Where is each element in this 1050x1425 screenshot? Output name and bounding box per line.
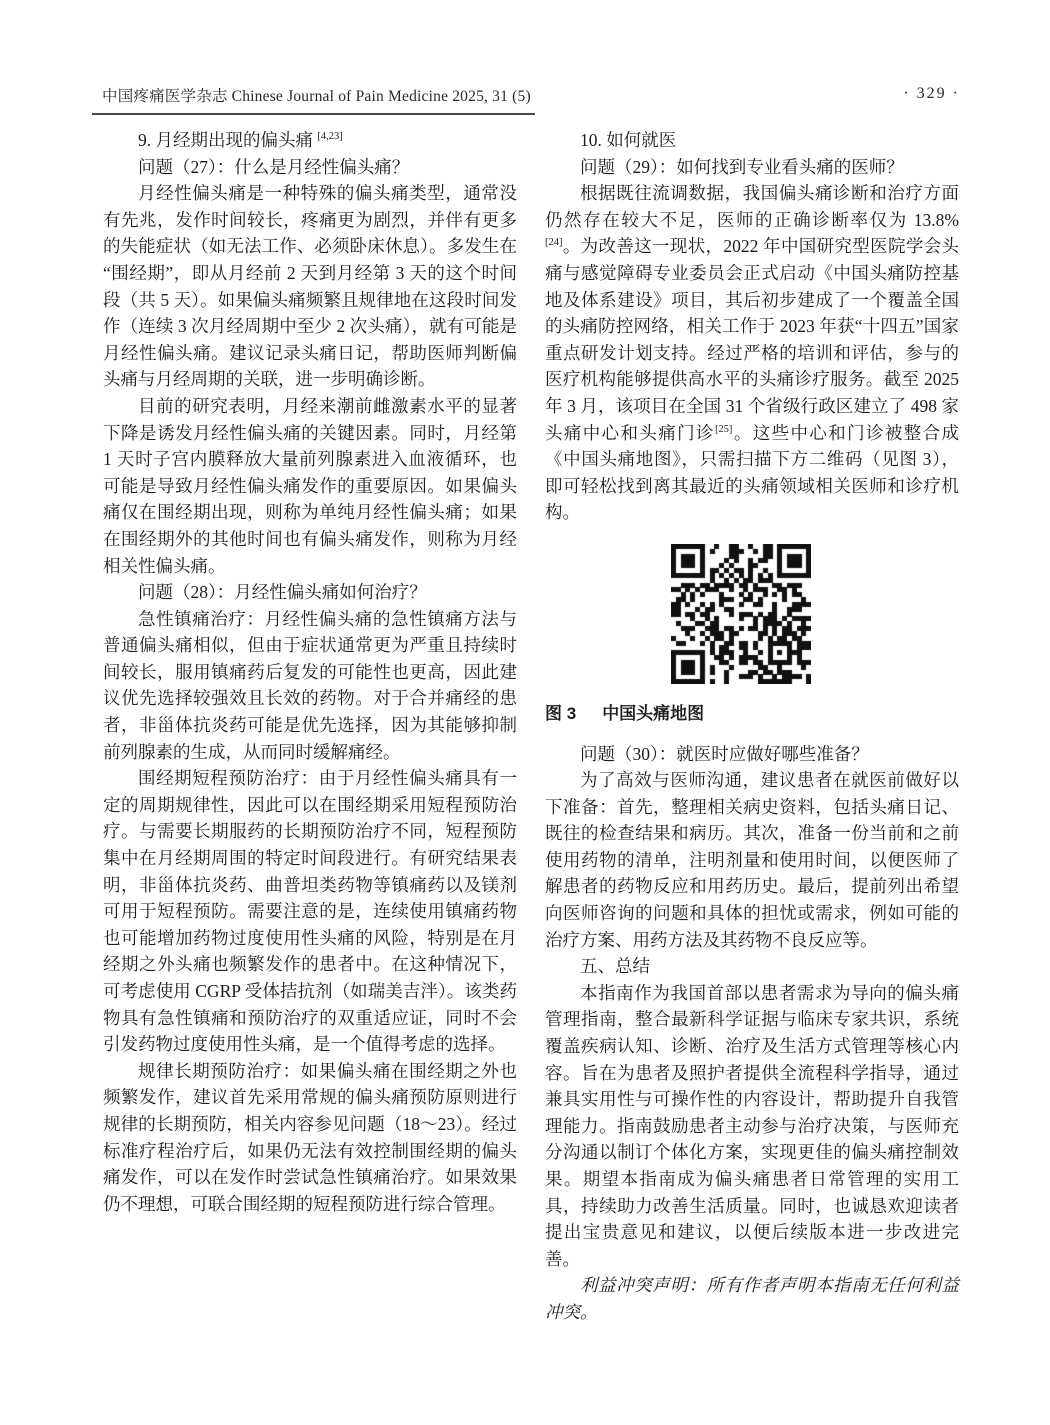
qr-code (671, 544, 811, 684)
summary-paragraph: 本指南作为我国首部以患者需求为导向的偏头痛管理指南，整合最新科学证据与临床专家共识，系统覆盖疾病认知、诊断、治疗及生活方式管理等核心内容。旨在为患者及照护者提供全流程科学指导，通过兼具实用性与可操作性的内容设计，帮助提升自我管理能力。指南鼓励患者主动参与治疗决策，与医师充分沟通以制订个体化方案，实现更佳的偏头痛控制效果。期望本指南成为偏头痛患者日常管理的实用工具，持续助力改善生活质量。同时，也诚恳欢迎读者提出宝贵意见和建议，以便后续版本进一步改进完善。 (545, 982, 959, 1269)
answer-text: 。为改善这一现状，2022 年中国研究型医院学会头痛与感觉障碍专业委员会正式启动《中国头痛防控基地及体系建设》项目，其后初步建成了一个覆盖全国的头痛防控网络，相关工作于 2023 年获“十四五”国家重点研发计划支持。经过严格的培训和评估，参与的医疗机构能够提供高水平的头痛诊疗服务。截至 2025 年 3 月，该项目在全国 31 个省级行政区建立了 498 家头痛中心和头痛门诊 (545, 236, 959, 443)
question-29-answer-paragraph (545, 180, 959, 526)
reference-marker: [25] (714, 423, 733, 435)
left-column (103, 127, 517, 1217)
figure-3-caption (545, 701, 959, 728)
section-9-title: 9. 月经期出现的偏头痛 (138, 130, 318, 150)
question-28-answer-paragraph-2: 围经期短程预防治疗：由于月经性偏头痛具有一定的周期规律性，因此可以在围经期采用短程预防治疗。与需要长期服药的长期预防治疗不同，短程预防集中在月经期周围的特定时间段进行。有研究结果表明，非甾体抗炎药、曲普坦类药物等镇痛药以及镁剂可用于短程预防。需要注意的是，连续使用镇痛药物也可能增加药物过度使用性头痛的风险，特别是在月经期之外头痛也频繁发作的患者中。在这种情况下，可考虑使用 CGRP 受体拮抗剂（如瑞美吉泮）。该类药物具有急性镇痛和预防治疗的双重适应证，同时不会引发药物过度使用性头痛，是一个值得考虑的选择。 (103, 768, 517, 1055)
question-27-answer-paragraph-1: 月经性偏头痛是一种特殊的偏头痛类型，通常没有先兆，发作时间较长，疼痛更为剧烈，并伴有更多的失能症状（如无法工作、必须卧床休息）。多发生在“围经期”，即从月经前 2 天到月经第 3 天的这个时间段（共 5 天）。如果偏头痛频繁且规律地在这段时间发作（连续 3 次月经周期中至少 2 次头痛），就有可能是月经性偏头痛。建议记录头痛日记，帮助医师判断偏头痛与月经周期的关联，进一步明确诊断。 (103, 183, 517, 390)
question-28-heading: 问题（28）：月经性偏头痛如何治疗？ (138, 582, 427, 603)
conflict-of-interest-statement: 利益冲突声明：所有作者声明本指南无任何利益冲突。 (545, 1275, 959, 1322)
question-28-answer-paragraph-3: 规律长期预防治疗：如果偏头痛在围经期之外也频繁发作，建议首先采用常规的偏头痛预防原则进行规律的长期预防，相关内容参见问题（18～23）。经过标准疗程治疗后，如果仍无法有效控制围经期的偏头痛发作，可以在发作时尝试急性镇痛治疗。如果效果仍不理想，可联合围经期的短程预防进行综合管理。 (103, 1060, 517, 1214)
figure-3-caption-text: 中国头痛地图 (602, 703, 705, 723)
journal-title: 中国疼痛医学杂志 Chinese Journal of Pain Medicine 2025, 31 (5) (92, 84, 535, 115)
question-27-answer-paragraph-2: 目前的研究表明，月经来潮前雌激素水平的显著下降是诱发月经性偏头痛的关键因素。同时，月经第 1 天时子宫内膜释放大量前列腺素进入血液循环，也可能是导致月经性偏头痛发作的重要原因。如果偏头痛仅在围经期出现，则称为单纯月经性偏头痛；如果在围经期外的其他时间也有偏头痛发作，则称为月经相关性偏头痛。 (103, 395, 517, 576)
section-10-heading: 10. 如何就医 (580, 130, 677, 150)
qr-code-image (671, 544, 811, 684)
right-column (545, 127, 959, 1326)
running-head (92, 84, 960, 115)
reference-marker: [24] (545, 237, 563, 249)
reference-marker: [4,23] (317, 131, 343, 143)
figure-3-label: 图 3 (545, 703, 577, 723)
question-30-answer-paragraph: 为了高效与医师沟通，建议患者在就医前做好以下准备：首先，整理相关病史资料，包括头痛日记、既往的检查结果和病历。其次，准备一份当前和之前使用药物的清单，注明剂量和使用时间，以便医师了解患者的药物反应和用药历史。最后，提前列出希望向医师咨询的问题和具体的担忧或需求，例如可能的治疗方案、用药方法及其药物不良反应等。 (545, 770, 959, 950)
summary-heading: 五、总结 (580, 956, 650, 977)
answer-text: 。这些中心和门诊被整合成《中国头痛地图》，只需扫描下方二维码（见图 3），即可轻松找到离其最近的头痛领域相关医师和诊疗机构。 (545, 422, 960, 523)
page-number: · 329 · (903, 85, 960, 102)
answer-text: 根据既往流调数据，我国偏头痛诊断和治疗方面仍然存在较大不足，医师的正确诊断率仅为 13.8% (545, 183, 959, 230)
question-29-heading: 问题（29）：如何找到专业看头痛的医师？ (580, 156, 904, 177)
section-9-heading (103, 127, 517, 154)
question-30-heading: 问题（30）：就医时应做好哪些准备？ (580, 743, 869, 764)
figure-3 (545, 544, 959, 728)
question-28-answer-paragraph-1: 急性镇痛治疗：月经性偏头痛的急性镇痛方法与普通偏头痛相似，但由于症状通常更为严重且持续时间较长，服用镇痛药后复发的可能性也更高，因此建议优先选择较强效且长效的药物。对于合并痛经的患者，非甾体抗炎药可能是优先选择，因为其能够抑制前列腺素的生成，从而同时缓解痛经。 (103, 608, 517, 762)
question-27-heading: 问题（27）：什么是月经性偏头痛？ (138, 156, 410, 177)
